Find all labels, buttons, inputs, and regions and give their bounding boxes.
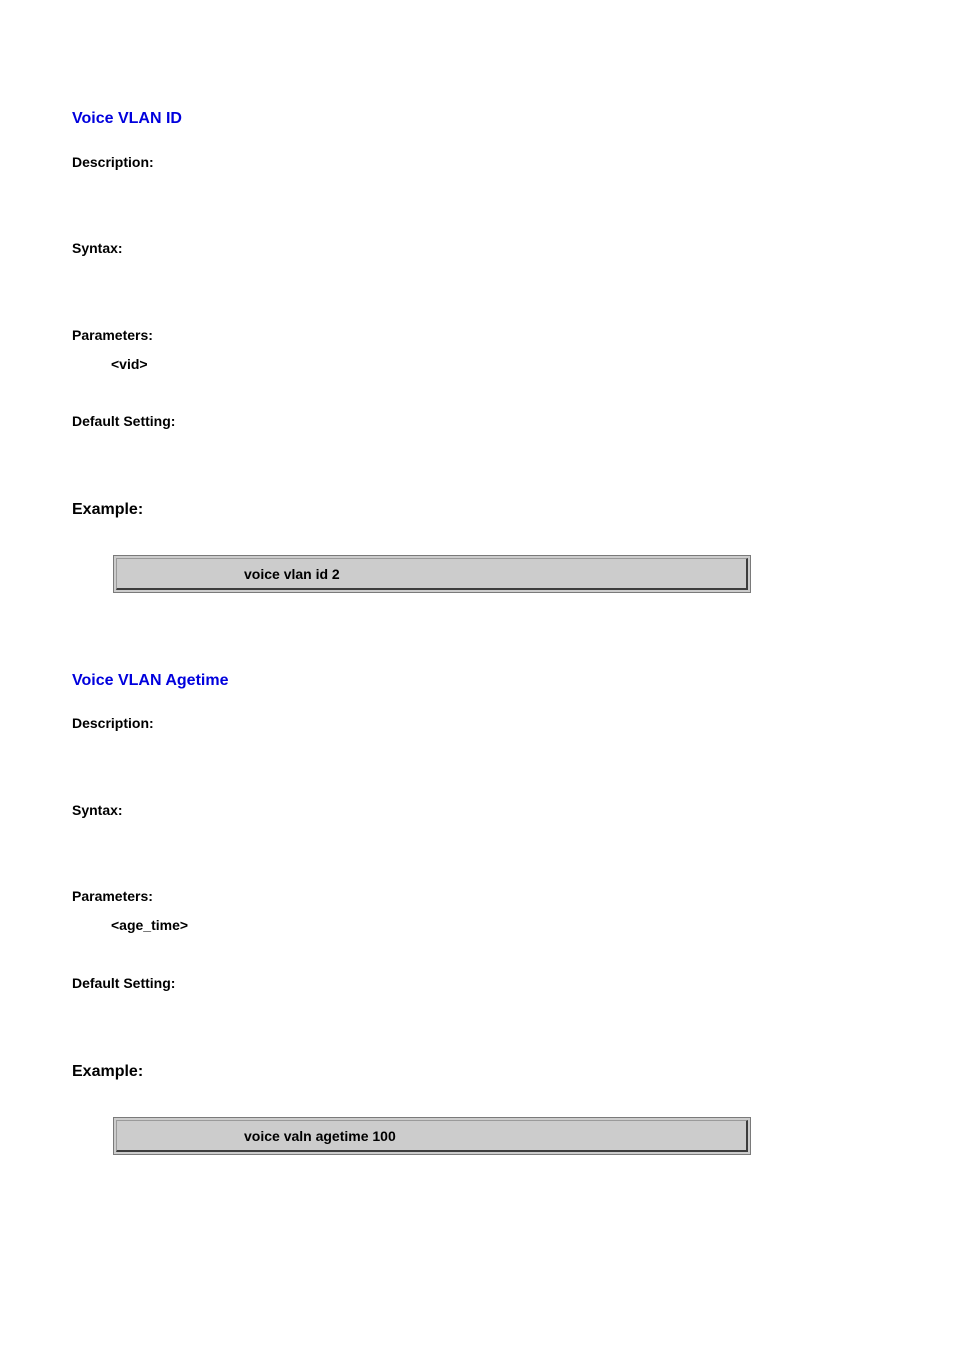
command-box-bevel [116,558,748,590]
parameter-age-time: <age_time> [111,917,189,933]
example-command-box [113,555,751,593]
description-label: Description: [72,715,154,731]
parameters-label: Parameters: [72,327,153,343]
syntax-label: Syntax: [72,802,123,818]
parameters-label: Parameters: [72,888,153,904]
example-command: voice valn agetime 100 [244,1128,396,1144]
command-box-bevel [116,1120,748,1152]
syntax-label: Syntax: [72,240,123,256]
section-title-voice-vlan-agetime: Voice VLAN Agetime [72,672,229,689]
parameter-vid: <vid> [111,356,148,372]
description-label: Description: [72,154,154,170]
example-label: Example: [72,1063,144,1080]
example-label: Example: [72,501,144,518]
example-command-box [113,1117,751,1155]
default-setting-label: Default Setting: [72,413,176,429]
section-title-voice-vlan-id: Voice VLAN ID [72,110,182,127]
example-command: voice vlan id 2 [244,566,340,582]
default-setting-label: Default Setting: [72,975,176,991]
